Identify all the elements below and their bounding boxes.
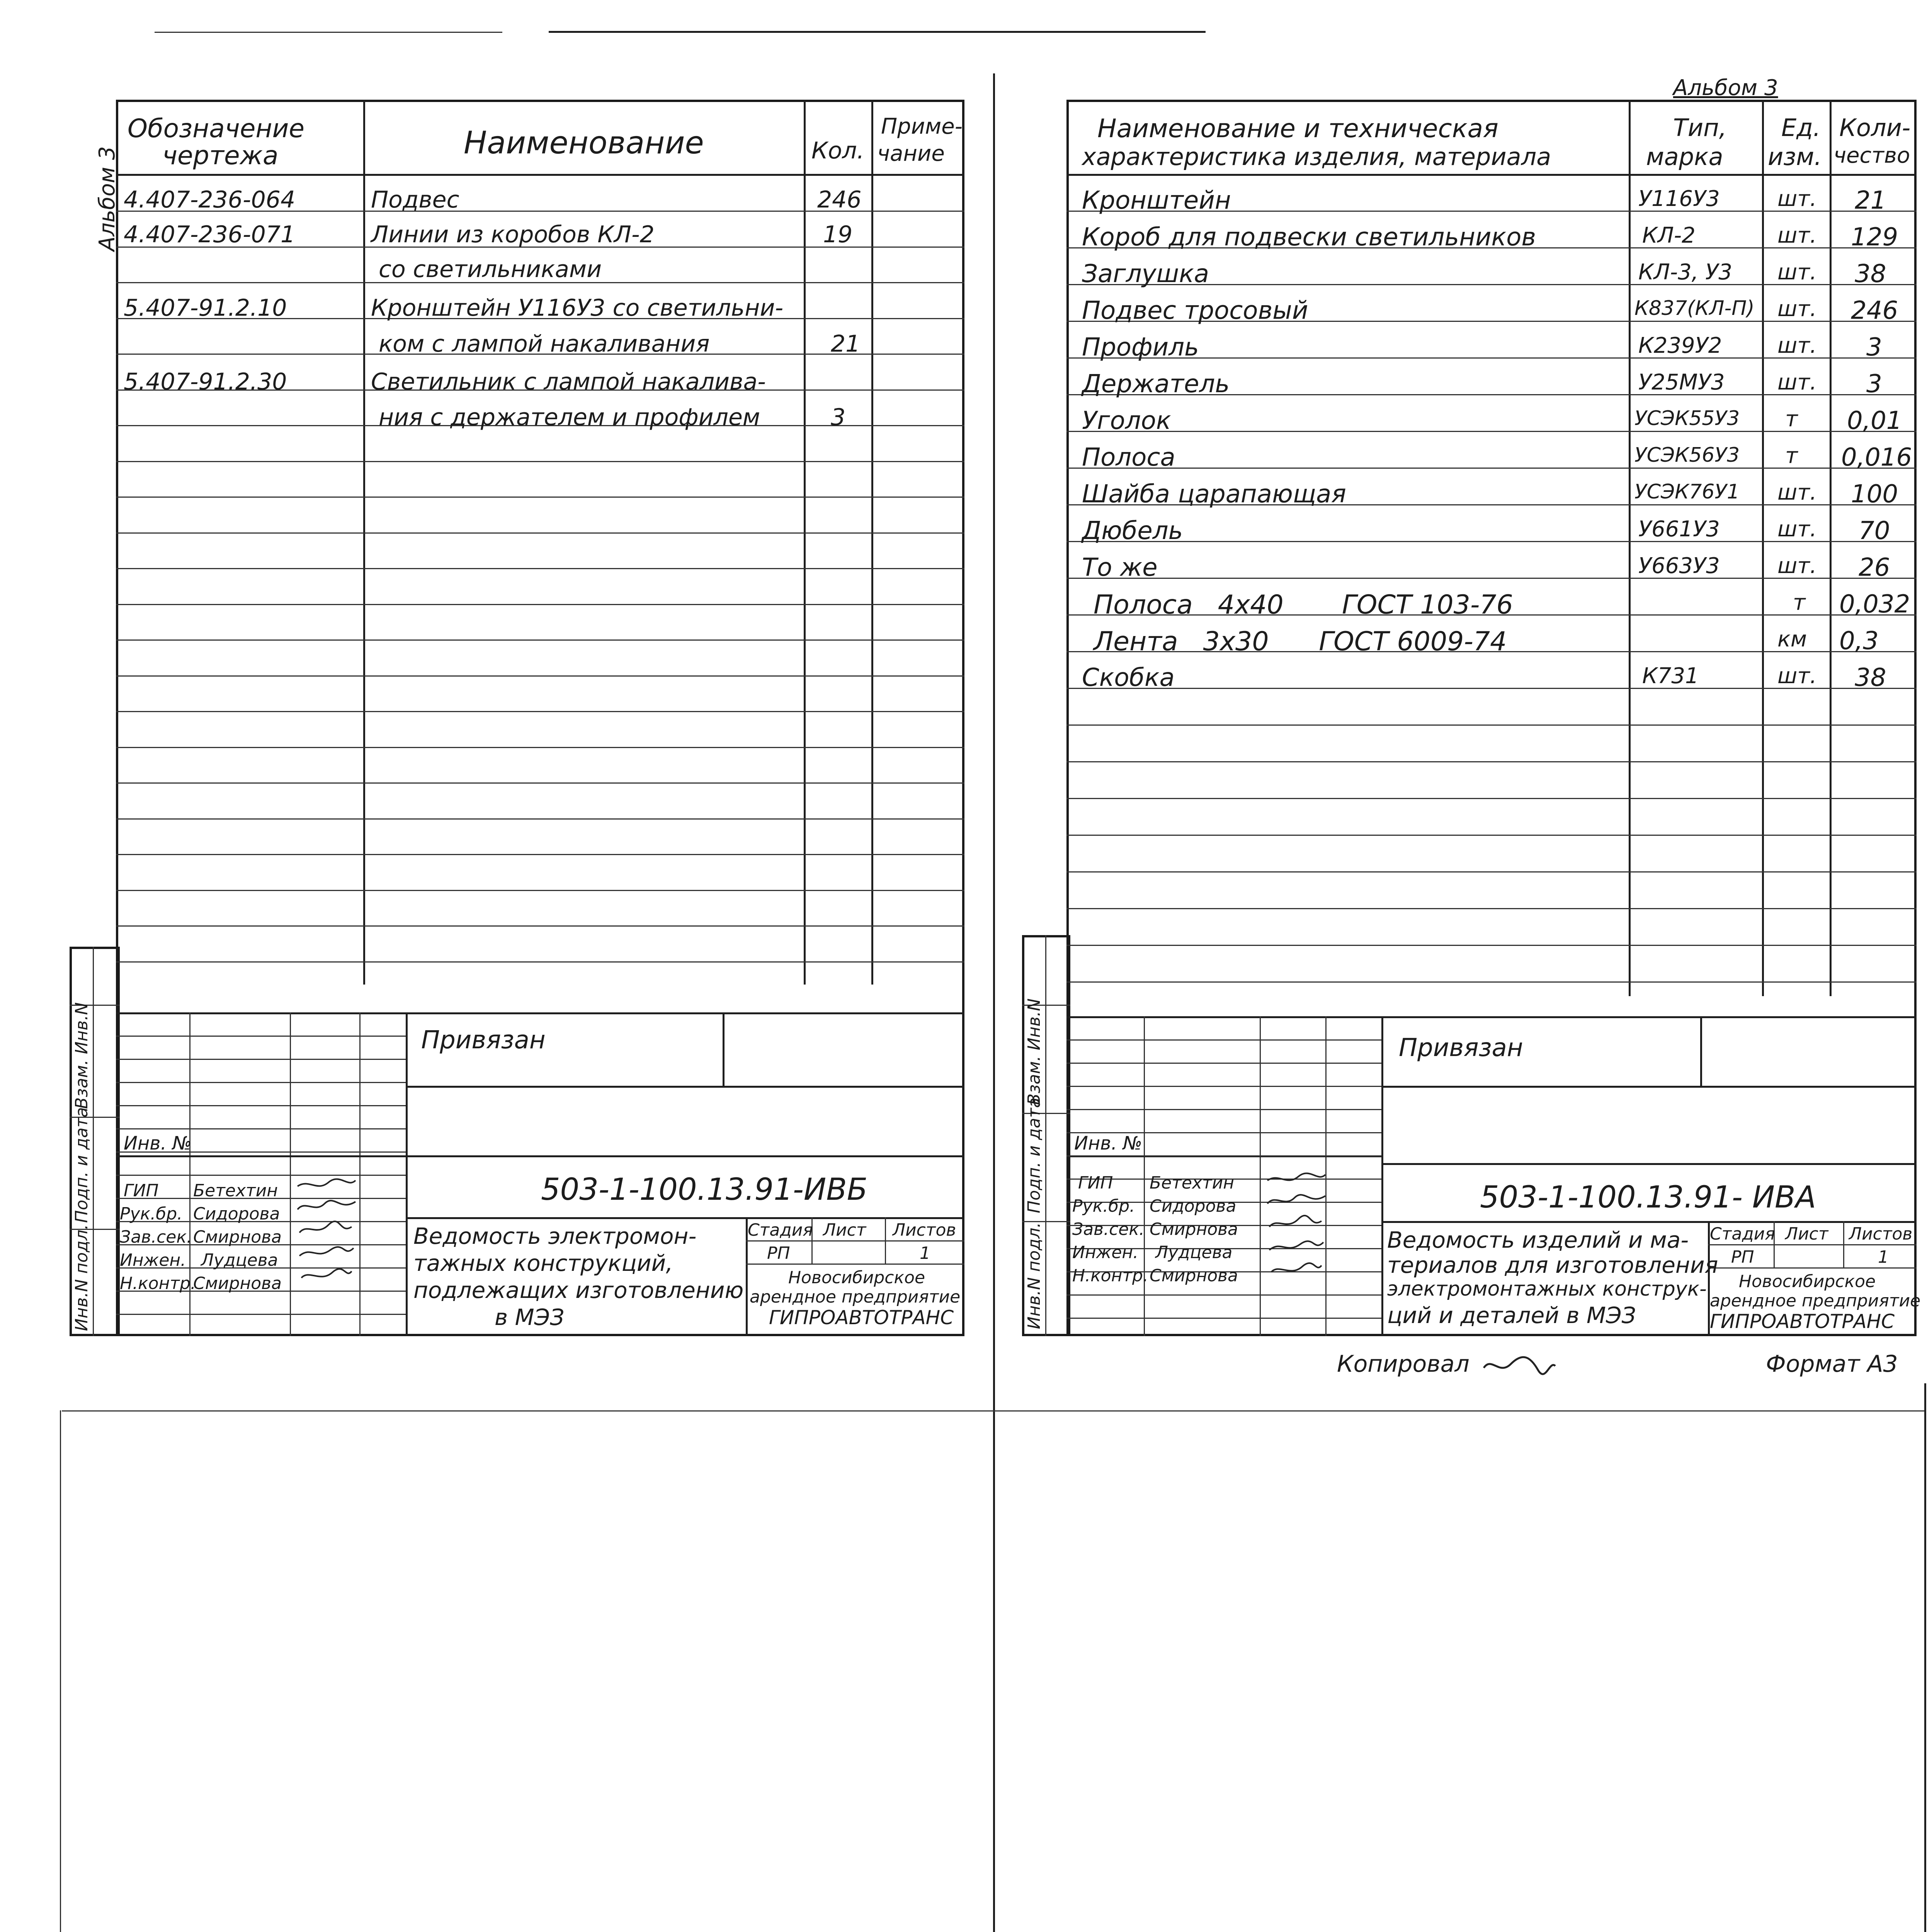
right-row-qty: 70 (1859, 517, 1890, 545)
left-col-note-l1: Приме- (881, 114, 963, 139)
left-stamp-rule (406, 1086, 964, 1088)
right-role: ГИП (1078, 1173, 1113, 1193)
right-row-qty: 129 (1851, 223, 1898, 252)
left-stamp-rule (406, 1155, 964, 1157)
left-row-qty: 21 (831, 330, 861, 357)
grid-row-line (1066, 981, 1917, 983)
left-side-strip-split (93, 947, 94, 1336)
right-role-name: Бетехтин (1150, 1173, 1234, 1193)
right-col-rule (1830, 100, 1832, 996)
right-row-type: УСЭК76У1 (1634, 480, 1740, 503)
right-row-unit: шт. (1777, 517, 1817, 542)
right-role-name: Лудцева (1155, 1243, 1233, 1262)
right-sheet-label: Лист (1785, 1224, 1828, 1244)
left-role-name: Смирнова (193, 1227, 282, 1247)
left-role-name: Сидорова (193, 1204, 280, 1224)
right-title-l2: териалов для изготовления (1387, 1252, 1718, 1278)
grid-row-line (1066, 761, 1917, 762)
left-row-name: ния с держателем и профилем (379, 404, 760, 431)
right-row-qty: 38 (1855, 260, 1886, 288)
right-stamp-rule (1708, 1244, 1917, 1245)
right-role: Инжен. (1072, 1243, 1139, 1262)
grid-row-line (116, 925, 964, 927)
right-album-label: Альбом 3 (1673, 75, 1778, 100)
page-mid-rule (62, 1410, 1924, 1412)
right-row-unit: т (1785, 443, 1798, 468)
right-row-qty: 38 (1855, 663, 1886, 692)
right-stamp-rule (1700, 1016, 1702, 1086)
right-title-l1: Ведомость изделий и ма- (1387, 1227, 1689, 1253)
left-row-qty: 19 (823, 221, 853, 248)
left-stamp-rule (290, 1012, 291, 1336)
left-sheet-frame (116, 100, 964, 1336)
right-role: Рук.бр. (1072, 1196, 1135, 1216)
right-row-type: КЛ-2 (1642, 223, 1696, 248)
left-role-name: Лудцева (201, 1250, 278, 1270)
right-row-name: Короб для подвески светильников (1082, 223, 1536, 252)
right-stamp-rule (1843, 1221, 1844, 1267)
right-stamp-rule (1381, 1221, 1917, 1223)
right-row-name: То же (1082, 553, 1158, 582)
right-row-name: Профиль (1082, 333, 1199, 362)
left-sheet-label: Лист (823, 1220, 866, 1240)
grid-row-line (116, 1059, 406, 1060)
left-stage: РП (767, 1243, 790, 1263)
grid-row-line (116, 532, 964, 534)
right-org-l2: арендное предприятие (1710, 1291, 1921, 1311)
left-signatures-icon (294, 1177, 359, 1300)
left-header-rule (116, 174, 964, 176)
left-row-name: ком с лампой накаливания (379, 330, 710, 357)
right-row-unit: т (1793, 590, 1806, 615)
right-role-name: Сидорова (1150, 1196, 1236, 1216)
left-stamp-rule (406, 1012, 408, 1336)
top-rule-left (155, 32, 502, 33)
grid-row-line (116, 604, 964, 605)
grid-row-line (1066, 1086, 1381, 1087)
right-row-qty: 26 (1859, 553, 1890, 582)
left-role: Рук.бр. (120, 1204, 183, 1224)
right-privyazan: Привязан (1399, 1034, 1523, 1062)
right-org-l1: Новосибирское (1739, 1272, 1876, 1291)
right-row-type: К837(КЛ-П) (1634, 297, 1755, 320)
right-row-name: Кронштейн (1082, 186, 1231, 215)
right-row-qty: 3 (1866, 370, 1882, 398)
right-row-unit: шт. (1777, 260, 1817, 285)
grid-row-line (1066, 798, 1917, 799)
left-privyazan: Привязан (421, 1026, 546, 1054)
page-left-border (60, 1410, 61, 1932)
left-title-l3: подлежащих изготовлению (413, 1277, 744, 1303)
left-role: Инжен. (120, 1250, 186, 1270)
left-row-designation: 5.407-91.2.30 (124, 368, 287, 395)
right-row-type: КЛ-3, У3 (1638, 260, 1733, 285)
right-row-qty: 0,032 (1839, 590, 1910, 619)
right-title-l4: ций и деталей в МЭЗ (1387, 1302, 1636, 1328)
grid-row-line (116, 461, 964, 462)
left-row-qty: 3 (831, 404, 846, 431)
left-stamp-rule (723, 1012, 724, 1086)
grid-row-line (1066, 724, 1917, 726)
page-right-border (1924, 1383, 1926, 1932)
grid-row-line (116, 890, 964, 891)
right-row-unit: шт. (1777, 186, 1817, 211)
grid-row-line (1066, 908, 1917, 909)
right-org-l3: ГИПРОАВТОТРАНС (1710, 1310, 1895, 1333)
right-role: Зав.сек. (1072, 1219, 1145, 1239)
grid-row-line (1066, 1155, 1381, 1156)
right-doc-code: 503-1-100.13.91- ИВА (1480, 1180, 1816, 1215)
right-row-unit: шт. (1777, 663, 1817, 689)
left-stamp-rule (746, 1240, 964, 1242)
grid-row-line (116, 675, 964, 677)
right-stamp-rule (1381, 1016, 1383, 1336)
right-side-label-2: Подп. и дата (1024, 1097, 1044, 1213)
right-row-name: Держатель (1082, 370, 1230, 398)
left-org-l3: ГИПРОАВТОТРАНС (769, 1306, 954, 1329)
format-label: Формат А3 (1766, 1350, 1898, 1378)
right-row-type: УСЭК55У3 (1634, 407, 1740, 430)
left-col-designation-l1: Обозначение (128, 114, 304, 143)
left-row-name: Подвес (371, 186, 459, 213)
right-row-type: У25МУ3 (1638, 370, 1725, 395)
left-stamp-rule (359, 1012, 361, 1336)
left-col-designation-l2: чертежа (162, 141, 279, 170)
right-row-type: У661У3 (1638, 517, 1720, 542)
left-role: Н.контр. (120, 1274, 196, 1293)
copied-label: Копировал (1337, 1350, 1469, 1378)
left-org-l2: арендное предприятие (750, 1287, 961, 1307)
grid-row-line (116, 711, 964, 712)
left-sheets-label: Листов (893, 1220, 956, 1240)
top-rule-mid (549, 31, 1206, 33)
left-col-rule (363, 100, 365, 985)
right-row-name: Шайба царапающая (1082, 480, 1346, 509)
left-stamp-rule (746, 1264, 964, 1265)
right-sheet: 1 (1878, 1247, 1889, 1267)
right-row-type: У116У3 (1638, 186, 1720, 211)
grid-row-line (116, 1314, 406, 1315)
right-row-qty: 21 (1855, 186, 1886, 215)
right-col-type-l1: Тип, (1673, 114, 1727, 142)
left-org-l1: Новосибирское (788, 1268, 925, 1287)
left-stamp-top (116, 1012, 964, 1014)
right-col-rule (1629, 100, 1631, 996)
right-stage-label: Стадия (1710, 1224, 1775, 1244)
grid-row-line (116, 1036, 406, 1037)
right-row-name: Заглушка (1082, 260, 1209, 288)
left-role: Зав.сек. (120, 1227, 192, 1247)
grid-row-line (1066, 1109, 1381, 1110)
right-row-name: Подвес тросовый (1082, 296, 1308, 325)
left-stamp-rule (885, 1217, 886, 1264)
right-row-name: Полоса 4x40 ГОСТ 103-76 (1094, 590, 1513, 620)
left-row-qty: 246 (817, 186, 862, 213)
right-stamp-rule (1708, 1267, 1917, 1269)
grid-row-line (116, 1082, 406, 1083)
right-col-qty-l1: Коли- (1839, 114, 1911, 142)
right-signatures-icon (1264, 1171, 1329, 1294)
grid-row-line (116, 961, 964, 963)
grid-row-line (116, 568, 964, 569)
grid-row-line (116, 854, 964, 855)
left-col-name: Наименование (464, 125, 704, 161)
right-col-unit-l2: изм. (1768, 143, 1822, 171)
right-row-type: К731 (1642, 663, 1699, 689)
grid-row-line (1066, 1063, 1381, 1064)
grid-row-line (116, 782, 964, 784)
right-side-strip-split (1045, 935, 1046, 1336)
right-stamp-rule (1381, 1086, 1917, 1088)
left-stamp-rule (406, 1217, 964, 1219)
right-title-l3: электромонтажных конструк- (1387, 1277, 1707, 1301)
left-title-l4: в МЭЗ (495, 1304, 565, 1330)
left-album-label: Альбом 3 (95, 146, 120, 251)
right-row-unit: шт. (1777, 333, 1817, 358)
grid-row-line (116, 818, 964, 820)
page-center-divider (993, 73, 995, 1932)
right-row-unit: шт. (1777, 480, 1817, 505)
right-stage: РП (1731, 1247, 1754, 1267)
grid-row-line (1066, 1318, 1381, 1319)
left-inv-no: Инв. № (124, 1133, 192, 1154)
left-row-designation: 4.407-236-064 (124, 186, 296, 213)
left-side-label-2: Подп. и дата (72, 1107, 92, 1223)
grid-row-line (1066, 1039, 1381, 1041)
right-row-type: У663У3 (1638, 553, 1720, 578)
grid-row-line (1066, 835, 1917, 836)
left-row-name: Светильник с лампой накалива- (371, 368, 766, 395)
right-stamp-top (1066, 1016, 1917, 1018)
right-row-name: Лента 3x30 ГОСТ 6009-74 (1094, 626, 1507, 657)
left-row-designation: 5.407-91.2.10 (124, 294, 287, 321)
right-side-label-3: Взам. Инв.N (1024, 998, 1044, 1105)
right-col-name-l1: Наименование и техническая (1097, 114, 1498, 143)
left-title-l2: тажных конструкций, (413, 1250, 673, 1276)
left-col-rule (804, 100, 806, 985)
right-row-unit: км (1777, 627, 1807, 652)
left-role: ГИП (124, 1181, 159, 1201)
right-role-name: Смирнова (1150, 1266, 1238, 1286)
right-row-unit: шт. (1777, 370, 1817, 395)
right-stamp-rule (1260, 1016, 1261, 1336)
left-role-name: Смирнова (193, 1274, 282, 1293)
right-row-unit: шт. (1777, 553, 1817, 578)
right-row-qty: 0,016 (1841, 443, 1912, 472)
right-col-type-l2: марка (1646, 143, 1723, 171)
left-stage-label: Стадия (748, 1220, 813, 1240)
grid-row-line (116, 1128, 406, 1129)
left-row-name: Линии из коробов КЛ-2 (371, 221, 655, 248)
right-row-type: УСЭК56У3 (1634, 444, 1740, 467)
right-col-qty-l2: чество (1833, 143, 1910, 168)
grid-row-line (116, 639, 964, 641)
grid-row-line (116, 1105, 406, 1106)
grid-row-line (116, 497, 964, 498)
right-row-qty: 100 (1851, 480, 1898, 509)
right-row-name: Полоса (1082, 443, 1175, 472)
left-col-qty: Кол. (811, 137, 864, 164)
grid-row-line (116, 747, 964, 748)
right-row-unit: шт. (1777, 296, 1817, 321)
right-row-name: Уголок (1082, 406, 1171, 435)
right-role-name: Смирнова (1150, 1219, 1238, 1239)
right-row-unit: т (1785, 406, 1798, 432)
left-sheet: 1 (920, 1243, 930, 1263)
right-row-qty: 3 (1866, 333, 1882, 362)
grid-row-line (1066, 871, 1917, 872)
left-side-label-3: Взам. Инв.N (72, 1002, 92, 1109)
left-row-name: со светильниками (379, 256, 602, 283)
grid-row-line (1066, 1294, 1381, 1296)
right-row-unit: шт. (1777, 223, 1817, 248)
right-header-rule (1066, 174, 1917, 176)
right-sheets-label: Листов (1849, 1224, 1913, 1244)
right-stamp-rule (1381, 1163, 1917, 1165)
right-row-name: Дюбель (1082, 517, 1183, 545)
left-side-label-1: Инв.N подл. (72, 1224, 92, 1331)
right-row-type: К239У2 (1638, 333, 1722, 358)
right-col-rule (1762, 100, 1764, 996)
right-col-unit-l1: Ед. (1781, 114, 1821, 142)
left-doc-code: 503-1-100.13.91-ИВБ (541, 1172, 868, 1207)
right-stamp-rule (1144, 1016, 1145, 1336)
right-col-name-l2: характеристика изделия, материала (1082, 143, 1551, 171)
left-stamp-rule (116, 1155, 406, 1157)
left-role-name: Бетехтин (193, 1181, 278, 1201)
left-col-rule (871, 100, 873, 985)
right-side-label-1: Инв.N подл. (1024, 1222, 1044, 1329)
left-title-l1: Ведомость электромон- (413, 1223, 697, 1249)
left-col-note-l2: чание (877, 141, 945, 166)
left-row-designation: 4.407-236-071 (124, 221, 296, 248)
right-row-qty: 0,3 (1839, 627, 1879, 655)
grid-row-line (116, 1175, 406, 1176)
right-row-qty: 0,01 (1847, 406, 1902, 435)
copied-signature-icon (1480, 1349, 1557, 1379)
left-row-name: Кронштейн У116У3 со светильни- (371, 294, 784, 321)
right-row-qty: 246 (1851, 296, 1898, 325)
grid-row-line (1066, 945, 1917, 946)
right-inv-no: Инв. № (1074, 1133, 1143, 1154)
right-role: Н.контр. (1072, 1266, 1148, 1286)
right-row-name: Скобка (1082, 663, 1175, 692)
